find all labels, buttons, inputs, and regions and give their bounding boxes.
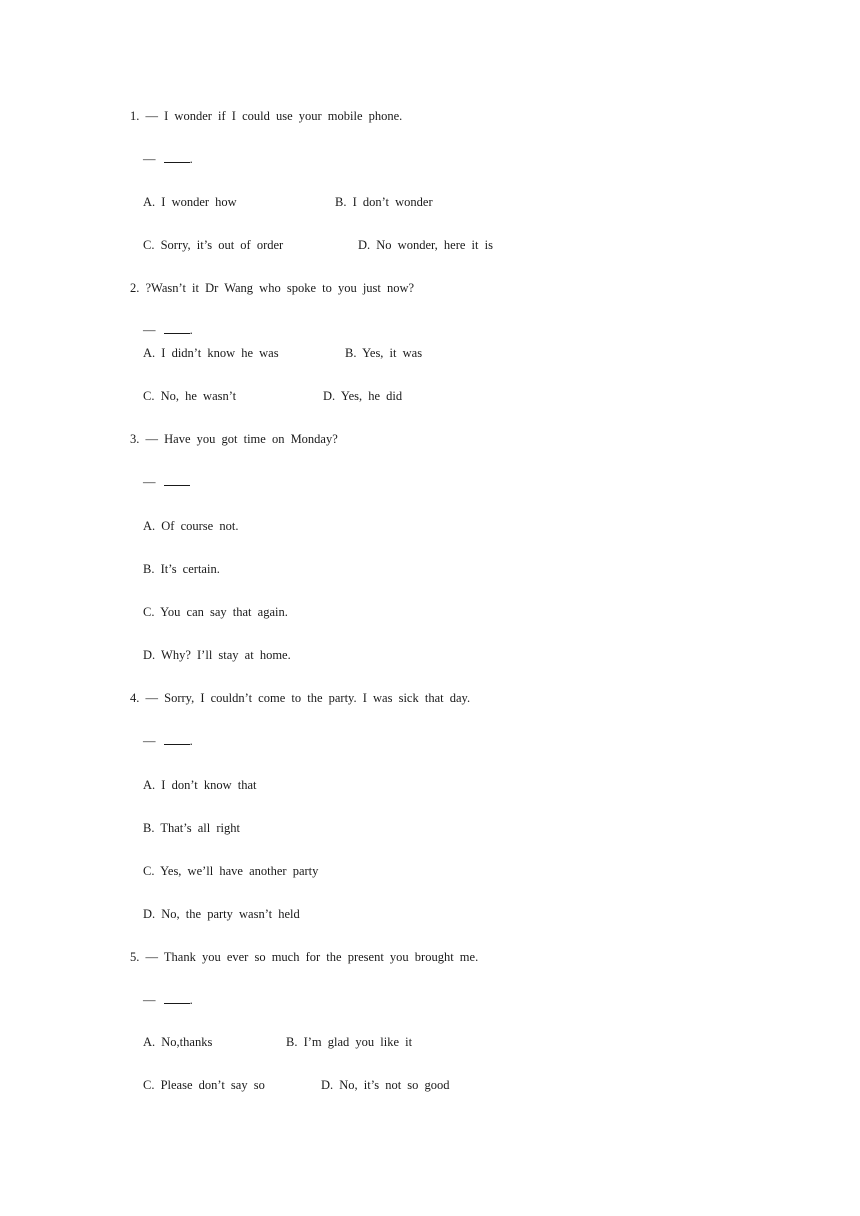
reply-dash: — <box>143 152 156 166</box>
reply-end: . <box>189 993 193 1007</box>
question-5-option-d: D. No, it’s not so good <box>321 1078 450 1092</box>
question-1-prompt: 1. — I wonder if I could use your mobile phone. <box>130 109 403 123</box>
question-4-option-b: B. That’s all right <box>143 821 240 835</box>
question-2-option-a: A. I didn’t know he was <box>143 346 279 360</box>
question-3-prompt: 3. — Have you got time on Monday? <box>130 432 338 446</box>
question-2-option-c: C. No, he wasn’t <box>143 389 237 403</box>
reply-dash: — <box>143 475 156 489</box>
question-2-option-d: D. Yes, he did <box>323 389 403 403</box>
question-2-reply <box>143 322 193 338</box>
reply-dash: — <box>143 323 156 337</box>
answer-blank <box>164 323 190 334</box>
question-4-reply <box>143 733 193 749</box>
question-3-reply <box>143 474 190 490</box>
question-5-option-a: A. No,thanks <box>143 1035 213 1049</box>
question-5-prompt: 5. — Thank you ever so much for the present you brought me. <box>130 950 479 964</box>
question-3-option-d: D. Why? I’ll stay at home. <box>143 648 291 662</box>
question-5-reply <box>143 992 193 1008</box>
question-1-option-c: C. Sorry, it’s out of order <box>143 238 284 252</box>
question-1-reply <box>143 151 193 167</box>
reply-end: . <box>189 323 193 337</box>
answer-blank <box>164 475 190 486</box>
question-3-option-a: A. Of course not. <box>143 519 239 533</box>
question-3-option-c: C. You can say that again. <box>143 605 288 619</box>
question-4-option-d: D. No, the party wasn’t held <box>143 907 300 921</box>
question-1-option-d: D. No wonder, here it is <box>358 238 493 252</box>
question-4-option-c: C. Yes, we’ll have another party <box>143 864 319 878</box>
question-2-prompt: 2. ?Wasn’t it Dr Wang who spoke to you just now? <box>130 281 415 295</box>
question-1-option-b: B. I don’t wonder <box>335 195 433 209</box>
question-4-option-a: A. I don’t know that <box>143 778 257 792</box>
question-5-option-c: C. Please don’t say so <box>143 1078 265 1092</box>
question-1-option-a: A. I wonder how <box>143 195 237 209</box>
question-2-option-b: B. Yes, it was <box>345 346 423 360</box>
reply-end: . <box>189 734 193 748</box>
reply-dash: — <box>143 993 156 1007</box>
reply-dash: — <box>143 734 156 748</box>
answer-blank <box>164 734 190 745</box>
answer-blank <box>164 152 190 163</box>
reply-end: . <box>189 152 193 166</box>
question-4-prompt: 4. — Sorry, I couldn’t come to the party. I was sick that day. <box>130 691 471 705</box>
question-3-option-b: B. It’s certain. <box>143 562 220 576</box>
answer-blank <box>164 993 190 1004</box>
question-5-option-b: B. I’m glad you like it <box>286 1035 413 1049</box>
